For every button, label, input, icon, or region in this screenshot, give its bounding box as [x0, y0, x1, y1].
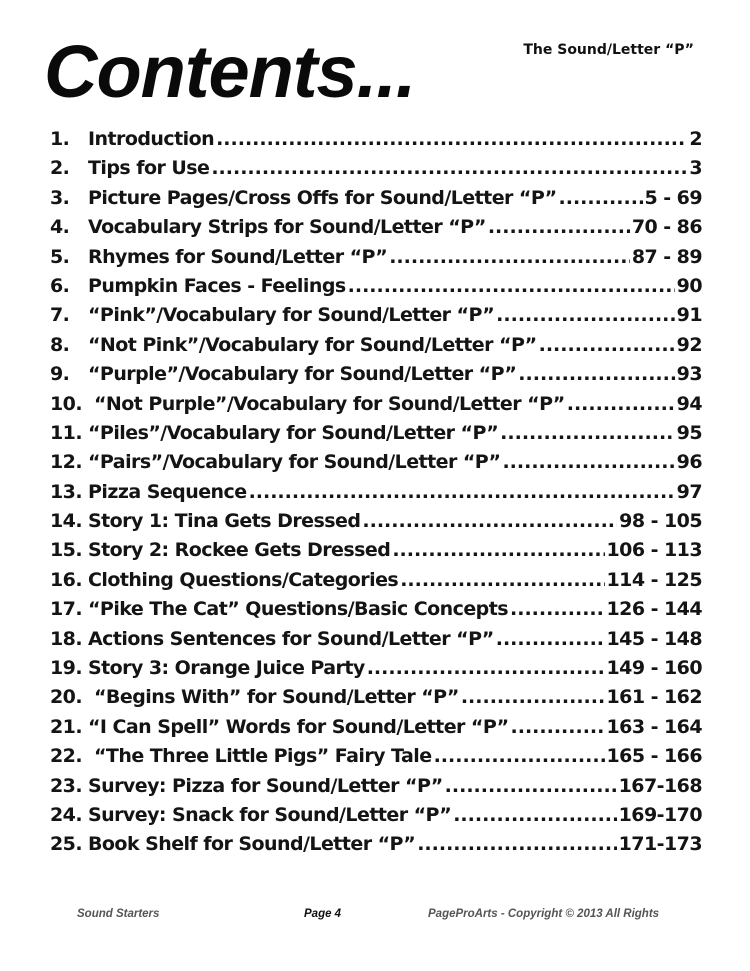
toc-entry-pages: 145 - 148 — [606, 627, 702, 650]
toc-entry-pages: 5 - 69 — [644, 186, 702, 209]
toc-entry-title: Story 2: Rockee Gets Dressed — [88, 539, 391, 562]
toc-entry-23 — [50, 772, 702, 801]
toc-entry-13 — [50, 478, 702, 507]
page-footer — [0, 908, 750, 928]
toc-entry-number: 8. — [50, 333, 70, 356]
toc-entry-title: Story 1: Tina Gets Dressed — [88, 510, 361, 533]
toc-entry-pages: 93 — [676, 363, 702, 386]
dot-leader — [559, 184, 643, 213]
toc-entry-16 — [50, 566, 702, 595]
dot-leader — [348, 272, 675, 301]
toc-entry-number: 5. — [50, 245, 70, 268]
toc-entry-title: Tips for Use — [88, 157, 210, 180]
toc-entry-pages: 149 - 160 — [606, 657, 702, 680]
toc-entry-pages: 95 — [676, 421, 702, 444]
toc-entry-number: 15. — [50, 539, 83, 562]
toc-entry-pages: 96 — [676, 451, 702, 474]
toc-entry-14 — [50, 507, 702, 536]
toc-entry-title: Rhymes for Sound/Letter “P” — [88, 245, 388, 268]
dot-leader — [211, 154, 687, 183]
toc-entry-number: 1. — [50, 128, 70, 150]
toc-entry-title: Book Shelf for Sound/Letter “P” — [88, 833, 416, 856]
dot-leader — [511, 713, 605, 742]
toc-entry-18 — [50, 625, 702, 654]
footer-page-number: Page 4 — [304, 908, 342, 920]
toc-entry-number: 10. — [50, 392, 83, 415]
table-of-contents — [50, 125, 702, 860]
toc-entry-number: 14. — [50, 510, 83, 533]
toc-entry-number: 4. — [50, 216, 70, 239]
toc-entry-number: 7. — [50, 304, 70, 327]
toc-entry-pages: 171-173 — [618, 833, 702, 856]
toc-entry-pages: 2 — [689, 128, 702, 150]
dot-leader — [496, 301, 674, 330]
toc-entry-number: 20. — [50, 686, 83, 709]
toc-entry-pages: 3 — [689, 157, 702, 180]
dot-leader — [445, 772, 617, 801]
toc-entry-number: 22. — [50, 745, 83, 768]
toc-entry-pages: 161 - 162 — [606, 686, 702, 709]
dot-leader — [510, 595, 604, 624]
toc-entry-title: “Purple”/Vocabulary for Sound/Letter “P” — [88, 363, 517, 386]
toc-entry-1 — [50, 125, 702, 154]
toc-entry-number: 11. — [50, 421, 83, 444]
dot-leader — [249, 478, 675, 507]
toc-entry-title: Introduction — [88, 128, 215, 150]
toc-entry-24 — [50, 801, 702, 830]
toc-entry-title: Pumpkin Faces - Feelings — [88, 274, 346, 297]
toc-entry-pages: 167-168 — [618, 774, 702, 797]
toc-entry-title: Vocabulary Strips for Sound/Letter “P” — [88, 216, 486, 239]
toc-entry-number: 21. — [50, 715, 83, 738]
dot-leader — [518, 360, 674, 389]
toc-entry-3 — [50, 184, 702, 213]
toc-entry-number: 24. — [50, 803, 83, 826]
toc-entry-number: 9. — [50, 363, 70, 386]
dot-leader — [567, 390, 675, 419]
dot-leader — [496, 625, 605, 654]
toc-entry-pages: 106 - 113 — [606, 539, 702, 562]
toc-entry-number: 6. — [50, 274, 70, 297]
dot-leader — [539, 331, 675, 360]
toc-entry-pages: 126 - 144 — [606, 598, 702, 621]
toc-entry-title: “Not Pink”/Vocabulary for Sound/Letter “P” — [88, 333, 537, 356]
toc-entry-pages: 91 — [676, 304, 702, 327]
toc-entry-pages: 87 - 89 — [631, 245, 702, 268]
toc-entry-number: 18. — [50, 627, 83, 650]
toc-entry-number: 23. — [50, 774, 83, 797]
dot-leader — [453, 801, 616, 830]
toc-entry-15 — [50, 536, 702, 565]
toc-entry-title: “I Can Spell” Words for Sound/Letter “P” — [88, 715, 509, 738]
toc-entry-number: 16. — [50, 568, 83, 591]
toc-entry-8 — [50, 331, 702, 360]
toc-entry-20 — [50, 683, 702, 712]
toc-entry-7 — [50, 301, 702, 330]
header-subtitle: The Sound/Letter “P” — [523, 42, 694, 58]
toc-entry-title: Picture Pages/Cross Offs for Sound/Letter “P” — [88, 186, 557, 209]
toc-entry-pages: 163 - 164 — [606, 715, 702, 738]
toc-entry-5 — [50, 243, 702, 272]
dot-leader — [362, 507, 617, 536]
toc-entry-title: Pizza Sequence — [88, 480, 247, 503]
toc-entry-title: “Not Purple”/Vocabulary for Sound/Letter “P” — [94, 392, 565, 415]
toc-entry-pages: 165 - 166 — [606, 745, 702, 768]
toc-entry-21 — [50, 713, 702, 742]
toc-entry-6 — [50, 272, 702, 301]
page-title: Contents... — [44, 30, 416, 113]
dot-leader — [389, 243, 630, 272]
toc-entry-number: 12. — [50, 451, 83, 474]
toc-entry-title: “Pairs”/Vocabulary for Sound/Letter “P” — [88, 451, 501, 474]
toc-entry-25 — [50, 830, 702, 859]
toc-entry-9 — [50, 360, 702, 389]
toc-entry-title: “Pink”/Vocabulary for Sound/Letter “P” — [88, 304, 495, 327]
toc-entry-22 — [50, 742, 702, 771]
dot-leader — [488, 213, 630, 242]
dot-leader — [461, 683, 605, 712]
dot-leader — [216, 125, 687, 154]
toc-entry-number: 13. — [50, 480, 83, 503]
toc-entry-title: Actions Sentences for Sound/Letter “P” — [88, 627, 494, 650]
toc-entry-12 — [50, 448, 702, 477]
footer-copyright: PageProArts - Copyright © 2013 All Rights — [428, 908, 660, 920]
toc-entry-number: 17. — [50, 598, 83, 621]
toc-entry-number: 19. — [50, 657, 83, 680]
toc-entry-pages: 97 — [676, 480, 702, 503]
toc-entry-title: Survey: Snack for Sound/Letter “P” — [88, 803, 452, 826]
dot-leader — [400, 566, 604, 595]
toc-entry-pages: 98 - 105 — [619, 510, 702, 533]
toc-entry-pages: 70 - 86 — [631, 216, 702, 239]
toc-entry-title: “Piles”/Vocabulary for Sound/Letter “P” — [88, 421, 499, 444]
toc-entry-pages: 94 — [676, 392, 702, 415]
footer-book-title: Sound Starters — [77, 908, 160, 920]
toc-entry-2 — [50, 154, 702, 183]
toc-entry-title: Survey: Pizza for Sound/Letter “P” — [88, 774, 443, 797]
toc-entry-number: 25. — [50, 833, 83, 856]
toc-entry-pages: 92 — [676, 333, 702, 356]
toc-entry-17 — [50, 595, 702, 624]
toc-entry-pages: 90 — [676, 274, 702, 297]
toc-entry-title: Story 3: Orange Juice Party — [88, 657, 365, 680]
toc-entry-pages: 114 - 125 — [606, 568, 702, 591]
dot-leader — [392, 536, 604, 565]
dot-leader — [367, 654, 605, 683]
toc-entry-number: 2. — [50, 157, 70, 180]
toc-entry-4 — [50, 213, 702, 242]
toc-entry-10 — [50, 390, 702, 419]
toc-entry-number: 3. — [50, 186, 70, 209]
dot-leader — [417, 830, 616, 859]
dot-leader — [434, 742, 605, 771]
toc-entry-pages: 169-170 — [618, 803, 702, 826]
toc-entry-title: Clothing Questions/Categories — [88, 568, 399, 591]
toc-entry-title: “Pike The Cat” Questions/Basic Concepts — [88, 598, 509, 621]
toc-entry-title: “Begins With” for Sound/Letter “P” — [94, 686, 459, 709]
dot-leader — [502, 448, 674, 477]
toc-entry-19 — [50, 654, 702, 683]
toc-entry-title: “The Three Little Pigs” Fairy Tale — [94, 745, 432, 768]
toc-entry-11 — [50, 419, 702, 448]
dot-leader — [500, 419, 674, 448]
